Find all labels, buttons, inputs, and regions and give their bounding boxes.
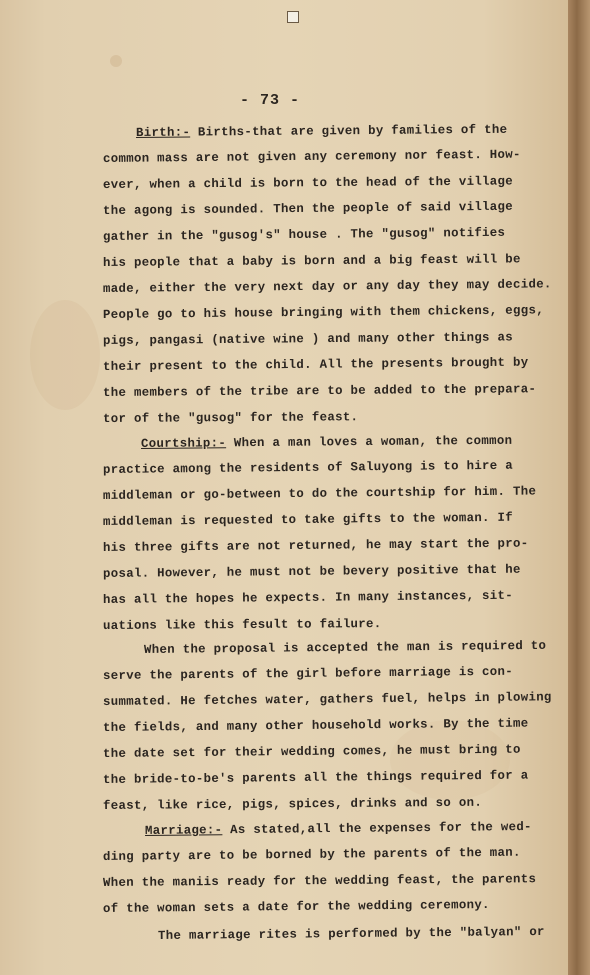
text-line: practice among the residents of Saluyong is to hire a (102, 458, 514, 477)
text-line: tor of the "gusog" for the feast. (102, 410, 359, 426)
text-line: Marriage:- As stated,all the expenses for the wed- (144, 819, 532, 838)
text-line: Birth:- Births-that are given by families of the (135, 122, 508, 140)
text-line: serve the parents of the girl before marriage is con- (102, 664, 514, 683)
paper-stain (110, 55, 122, 67)
text-line: the fields, and many other household works. By the time (102, 716, 529, 735)
section-heading-birth: Birth:- (135, 125, 191, 140)
text-line: pigs, pangasi (native wine ) and many other things as (102, 330, 514, 348)
text-line: When the maniis ready for the wedding feast, the parents (102, 872, 537, 890)
text-line: People go to his house bringing with them chickens, eggs, (102, 303, 544, 322)
text-line: Courtship:- When a man loves a woman, the common (140, 433, 513, 451)
text-line: the bride-to-be's parents all the things required for a (102, 768, 529, 787)
binding-tab (287, 11, 299, 23)
text-line: summated. He fetches water, gathers fuel, helps in plowing (102, 690, 552, 709)
text-line: ding party are to be borned by the parents of the man. (102, 845, 521, 864)
paper-stain (30, 300, 100, 410)
section-heading-courtship: Courtship:- (140, 436, 227, 451)
text-line: middleman or go-between to do the courtship for him. The (102, 484, 537, 503)
text-line: their present to the child. All the presents brought by (102, 355, 529, 374)
text-line: has all the hopes he expects. In many instances, sit- (102, 588, 514, 607)
text-line: made, either the very next day or any day they may decide. (102, 277, 552, 296)
text-line: gather in the "gusog's" house . The "gusog" notifies (102, 225, 506, 244)
text-line: his three gifts are not returned, he may start the pro- (102, 536, 529, 555)
text-line: When the proposal is accepted the man is required to (143, 638, 547, 657)
text-line: common mass are not given any ceremony nor feast. How- (102, 147, 521, 166)
section-heading-marriage: Marriage:- (144, 823, 223, 838)
text-line: posal. However, he must not be bevery positive that he (102, 562, 521, 581)
text-line: uations like this fesult to failure. (102, 617, 382, 633)
text-line: the agong is sounded. Then the people of said village (102, 199, 514, 218)
text-line: the date set for their wedding comes, he must bring to (102, 742, 521, 761)
paper-stain (390, 720, 510, 800)
text-line: feast, like rice, pigs, spices, drinks and so on. (102, 795, 483, 813)
page-edge (568, 0, 590, 975)
text-line: middleman is requested to take gifts to the woman. If (102, 510, 514, 529)
page-number: - 73 - (239, 92, 300, 109)
text-line: of the woman sets a date for the wedding ceremony. (102, 897, 490, 916)
text-line: the members of the tribe are to be added to the prepara- (102, 382, 537, 400)
text-line: The marriage rites is performed by the "balyan" or (157, 924, 545, 943)
text-line: his people that a baby is born and a big feast will be (102, 252, 521, 270)
text-line: ever, when a child is born to the head of the village (102, 174, 514, 192)
